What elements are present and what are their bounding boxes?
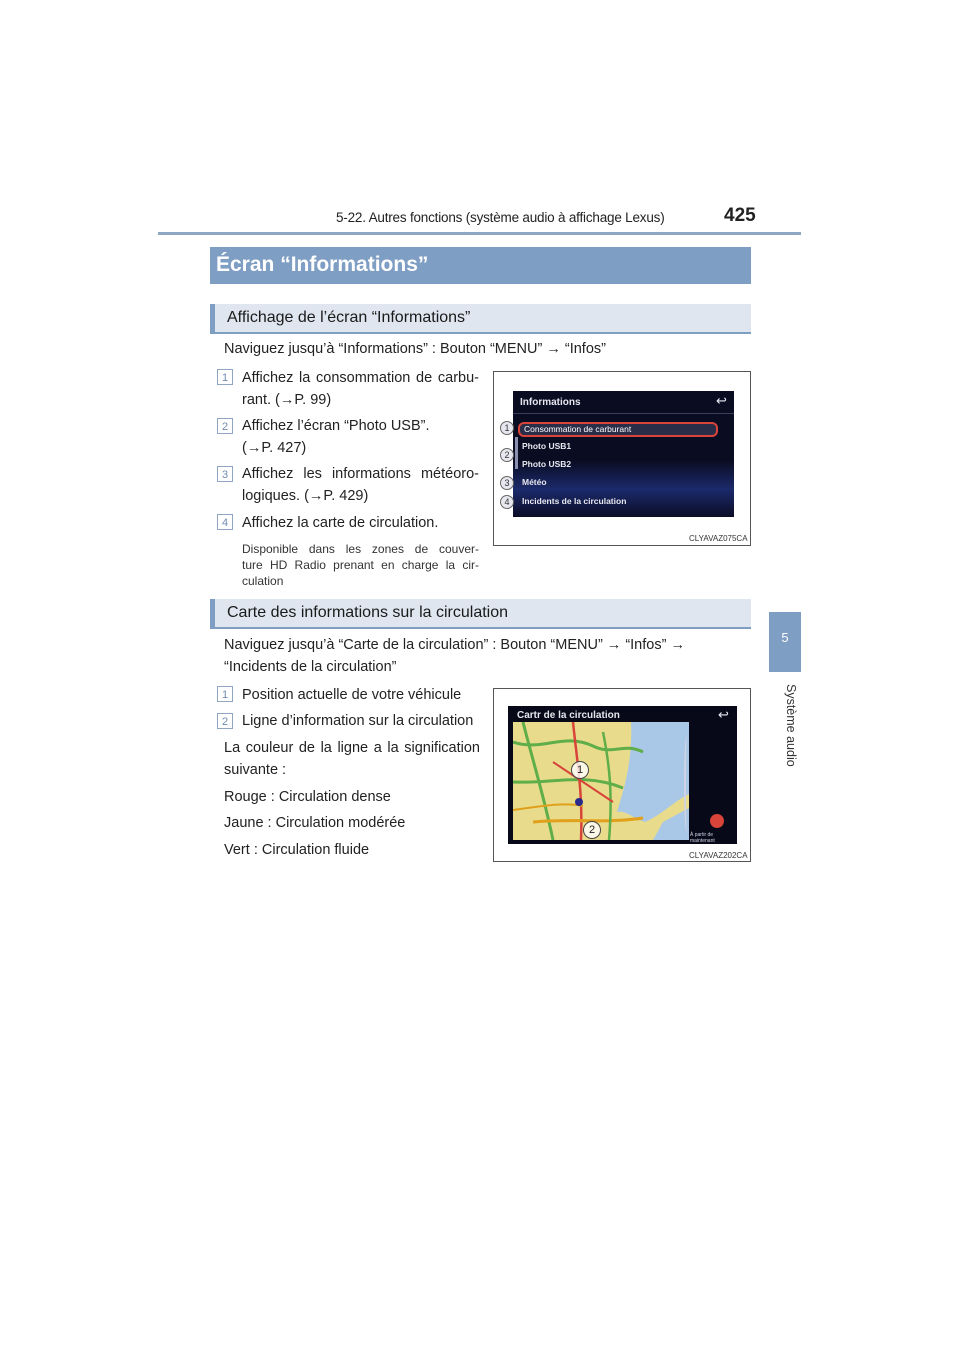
callout: 1 [500, 421, 514, 435]
menu-item-incidents[interactable]: Incidents de la circulation [522, 496, 627, 506]
note-text: culation [242, 574, 284, 588]
heading-underline [210, 627, 751, 629]
status-text: À partir de maintenant [690, 832, 715, 844]
title-divider [513, 413, 734, 414]
back-arrow-icon: ↩ [716, 393, 727, 408]
color-meaning-yellow: Jaune : Circulation modérée [224, 815, 406, 831]
back-arrow-icon: ↩ [718, 707, 729, 722]
item-number: 3 [217, 466, 233, 482]
item-text: logiques. (→P. 429) [242, 488, 369, 504]
nav-instruction: “Incidents de la circulation” [224, 659, 397, 675]
heading-underline [210, 332, 751, 334]
item-text: Ligne d’information sur la circulation [242, 713, 474, 729]
note-text: Disponible dans les zones de couver- [242, 542, 479, 556]
chapter-title: 5-22. Autres fonctions (système audio à affichage Lexus) [336, 210, 665, 225]
item-text: rant. (→P. 99) [242, 392, 332, 408]
menu-item-fuel[interactable]: Consommation de carburant [518, 422, 718, 437]
chapter-tab-label: Système audio [784, 684, 798, 767]
callout: 1 [571, 761, 589, 779]
item-text: Position actuelle de votre véhicule [242, 687, 462, 703]
page-number: 425 [724, 205, 756, 226]
section-heading-label: Carte des informations sur la circulation [227, 604, 509, 621]
traffic-map-screenshot [493, 688, 751, 862]
page-title: Écran “Informations” [210, 247, 751, 284]
color-meaning-green: Vert : Circulation fluide [224, 842, 370, 858]
section-heading-label: Affichage de l’écran “Informations” [227, 309, 471, 326]
screen-title: Cartr de la circulation [517, 710, 620, 721]
menu-item-photo-usb2[interactable]: Photo USB2 [522, 459, 572, 469]
bracket-marker [515, 437, 518, 469]
scroll-arc[interactable] [684, 736, 689, 832]
item-text: Affichez la carte de circulation. [242, 515, 439, 531]
menu-item-photo-usb1[interactable]: Photo USB1 [522, 441, 572, 451]
item-number: 4 [217, 514, 233, 530]
display-screen [513, 391, 734, 517]
screen-title: Informations [520, 397, 581, 408]
item-number: 1 [217, 686, 233, 702]
paragraph-text: suivante : [224, 762, 287, 778]
image-code: CLYAVAZ075CA [689, 534, 748, 543]
color-meaning-red: Rouge : Circulation dense [224, 789, 391, 805]
paragraph-text: La couleur de la ligne a la signification [224, 740, 480, 756]
item-text: Affichez les informations météoro- [242, 466, 479, 482]
image-code: CLYAVAZ202CA [689, 851, 748, 860]
section-heading-informations [210, 304, 751, 332]
nav-instruction: Naviguez jusqu’à “Carte de la circulation” : Bouton “MENU” → “Infos” → [224, 637, 685, 653]
item-text: Affichez la consommation de carbu- [242, 370, 479, 386]
item-number: 2 [217, 418, 233, 434]
callout: 4 [500, 495, 514, 509]
item-number: 1 [217, 369, 233, 385]
chapter-tab: 5 [769, 612, 801, 672]
item-number: 2 [217, 713, 233, 729]
display-screen [508, 706, 737, 844]
callout: 2 [583, 821, 601, 839]
menu-item-meteo[interactable]: Météo [522, 477, 547, 487]
item-text: Affichez l’écran “Photo USB”. [242, 418, 430, 434]
section-heading-traffic [210, 599, 751, 627]
hd-radio-icon [710, 814, 724, 828]
callout: 3 [500, 476, 514, 490]
traffic-map [513, 722, 689, 840]
header-divider [158, 232, 801, 235]
item-text: (→P. 427) [242, 440, 307, 456]
nav-instruction: Naviguez jusqu’à “Informations” : Bouton “MENU” → “Infos” [224, 341, 606, 357]
callout: 2 [500, 448, 514, 462]
note-text: ture HD Radio prenant en charge la cir- [242, 558, 479, 572]
informations-screenshot [493, 371, 751, 546]
